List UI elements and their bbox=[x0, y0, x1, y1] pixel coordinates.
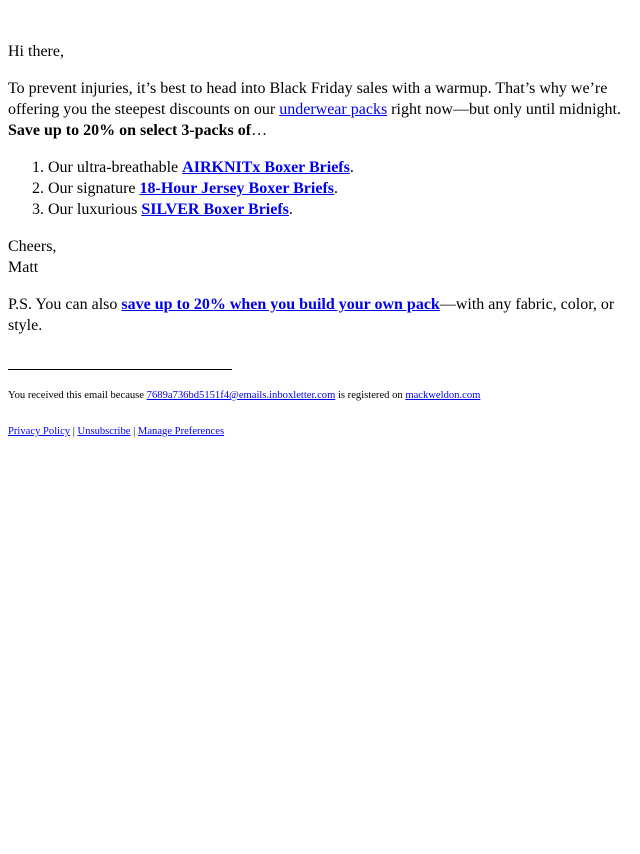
jersey-link[interactable]: 18-Hour Jersey Boxer Briefs bbox=[139, 180, 335, 197]
unsubscribe-link[interactable]: Unsubscribe bbox=[77, 426, 131, 437]
list-item-suffix: . bbox=[334, 180, 339, 197]
build-pack-link[interactable]: save up to 20% when you build your own pack bbox=[121, 296, 440, 313]
ps-suffix: —with any fabric, color, or style. bbox=[8, 296, 615, 334]
greeting: Hi there, bbox=[8, 43, 64, 60]
intro-ellipsis: … bbox=[251, 122, 268, 139]
list-item-prefix: Our ultra-breathable bbox=[48, 159, 183, 176]
signoff-name: Matt bbox=[8, 259, 39, 276]
ps-paragraph bbox=[8, 294, 632, 336]
divider-rule bbox=[8, 352, 232, 373]
ps-prefix: P.S. You can also bbox=[8, 296, 122, 313]
footer-separator: | bbox=[70, 426, 78, 437]
manage-preferences-link[interactable]: Manage Preferences bbox=[137, 426, 225, 437]
signoff bbox=[8, 236, 632, 278]
silver-link[interactable]: SILVER Boxer Briefs bbox=[141, 201, 289, 218]
received-notice bbox=[8, 389, 632, 403]
product-list bbox=[8, 157, 632, 220]
list-item bbox=[48, 178, 632, 199]
underwear-packs-link[interactable]: underwear packs bbox=[279, 101, 388, 118]
footer-separator: | bbox=[130, 426, 138, 437]
received-middle: is registered on bbox=[335, 390, 406, 401]
intro-text-after: right now—but only until midnight. bbox=[387, 101, 621, 118]
list-item-prefix: Our luxurious bbox=[48, 201, 142, 218]
list-item-prefix: Our signature bbox=[48, 180, 140, 197]
list-item bbox=[48, 157, 632, 178]
list-item-suffix: . bbox=[288, 201, 293, 218]
email-body bbox=[8, 41, 632, 439]
privacy-policy-link[interactable]: Privacy Policy bbox=[8, 426, 71, 437]
site-link[interactable]: mackweldon.com bbox=[405, 390, 481, 401]
intro-paragraph bbox=[8, 78, 632, 141]
intro-offer-bold: Save up to 20% on select 3-packs of bbox=[8, 122, 252, 139]
recipient-email-link[interactable]: 7689a736bd5151f4@emails.inboxletter.com bbox=[146, 390, 336, 401]
received-prefix: You received this email because bbox=[8, 390, 147, 401]
intro-text: To prevent injuries, it’s best to head into Black Friday sales with a warmup. That’s why we’re offering you the steepest discounts on our bbox=[8, 80, 608, 118]
signoff-closing: Cheers, bbox=[8, 238, 57, 255]
list-item bbox=[48, 199, 632, 220]
airknitx-link[interactable]: AIRKNITx Boxer Briefs bbox=[182, 159, 350, 176]
footer-links bbox=[8, 425, 632, 439]
list-item-suffix: . bbox=[349, 159, 354, 176]
